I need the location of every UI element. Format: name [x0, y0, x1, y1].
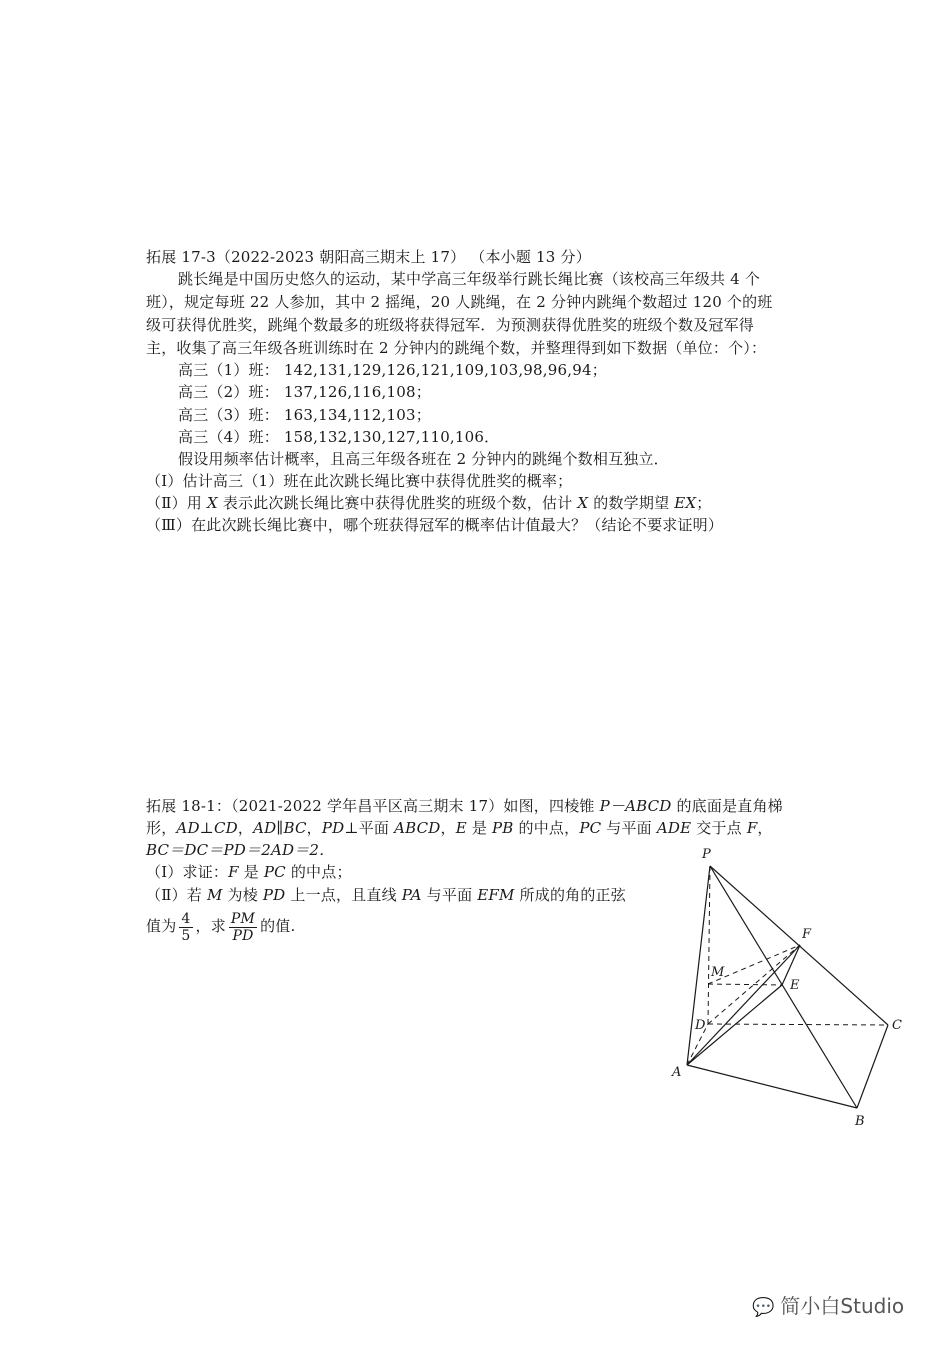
q2-text: 的数学期望 — [588, 494, 675, 512]
text: （Ⅰ）求证： — [146, 863, 229, 881]
text: 与平面 — [601, 819, 657, 837]
text: 的值. — [260, 917, 296, 935]
text: ， — [440, 819, 456, 837]
problem1-q1: （Ⅰ）估计高三（1）班在此次跳长绳比赛中获得优胜奖的概率； — [146, 472, 573, 490]
math: E — [455, 819, 467, 837]
problem1-para-line1: 跳长绳是中国历史悠久的运动，某中学高三年级举行跳长绳比赛（该校高三年级共 4 个 — [178, 270, 761, 288]
text: 交于点 — [691, 819, 747, 837]
math-ex: EX — [674, 494, 697, 512]
problem2-line3: BC＝DC＝PD＝2AD＝2． — [146, 841, 335, 859]
problem1-q3: （Ⅲ）在此次跳长绳比赛中，哪个班获得冠军的概率估计值最大？（结论不要求证明） — [146, 516, 724, 534]
class3-data: 高三（3）班： 163,134,112,103； — [178, 406, 431, 424]
math-x: X — [577, 494, 589, 512]
math: PD⊥ — [321, 819, 359, 837]
math-x: X — [206, 494, 218, 512]
edge-af — [687, 945, 800, 1065]
text: ， — [237, 819, 254, 837]
text: 的中点， — [513, 819, 580, 837]
watermark-text: 简小白Studio — [780, 1294, 905, 1318]
math: F — [228, 863, 239, 881]
q2-text: （Ⅱ）用 — [146, 494, 207, 512]
problem1-q2 — [146, 492, 711, 514]
math: AD∥BC — [253, 819, 307, 837]
problem2-q1 — [146, 861, 352, 883]
text: 所成的角的正弦 — [514, 886, 626, 904]
math: EFM — [477, 886, 515, 904]
text: 是 — [238, 863, 264, 881]
math-pyramid: P－ABCD — [599, 797, 672, 815]
wechat-icon: 💬 — [752, 1297, 775, 1318]
math: PB — [492, 819, 514, 837]
label-b: B — [855, 1114, 865, 1129]
math: PC — [263, 863, 286, 881]
header-text: 拓展 18-1：（2021-2022 学年昌平区高三期末 17）如图，四棱锥 — [146, 797, 600, 815]
text: 形， — [146, 819, 177, 837]
text: 上一点，且直线 — [285, 886, 402, 904]
problem2-q2-line2 — [146, 908, 295, 944]
text: 为棱 — [222, 886, 263, 904]
problem2-q2 — [146, 884, 626, 906]
edge-bc — [857, 1025, 888, 1108]
frac-den: 5 — [181, 927, 191, 944]
math: ADE — [656, 819, 692, 837]
problem1-para-line2: 班），规定每班 22 人参加，其中 2 摇绳，20 人跳绳，在 2 分钟内跳绳个数超过 120 个的班 — [146, 293, 773, 311]
text: ， — [306, 819, 322, 837]
label-d: D — [695, 1018, 706, 1033]
problem1-header: 拓展 17-3（2022-2023 朝阳高三期末上 17） （本小题 13 分） — [146, 248, 591, 266]
math: PC — [579, 819, 602, 837]
edge-pb — [710, 866, 857, 1108]
text: （Ⅱ）若 — [146, 886, 207, 904]
problem1-para-line3: 级可获得优胜奖，跳绳个数最多的班级将获得冠军．为预测获得优胜奖的班级个数及冠军得 — [146, 316, 755, 334]
math: AD⊥CD — [176, 819, 238, 837]
text: 平面 — [358, 819, 395, 837]
label-c: C — [892, 1018, 902, 1033]
edge-me-hidden — [708, 984, 782, 985]
edge-pd-hidden — [708, 866, 710, 1024]
frac-num: 4 — [181, 910, 191, 927]
math: M — [206, 886, 223, 904]
label-m: M — [711, 965, 725, 980]
math: ABCD — [394, 819, 441, 837]
label-a: A — [672, 1065, 682, 1080]
frac-den: PD — [232, 927, 254, 944]
frac-num: PM — [230, 910, 256, 927]
header-text: 的底面是直角梯 — [671, 797, 783, 815]
label-f: F — [802, 927, 812, 942]
class1-data: 高三（1）班： 142,131,129,126,121,109,103,98,96,94； — [178, 361, 607, 379]
fraction-pm-pd — [229, 911, 257, 944]
class2-data: 高三（2）班： 137,126,116,108； — [178, 383, 431, 401]
pyramid-figure — [660, 840, 920, 1140]
label-p: P — [702, 847, 711, 862]
q2-text: 表示此次跳长绳比赛中获得优胜奖的班级个数，估计 — [217, 494, 578, 512]
edge-pa — [687, 866, 710, 1065]
fraction-four-fifths — [179, 911, 192, 944]
problem2-line2 — [146, 817, 773, 839]
problem2-header — [146, 795, 783, 817]
watermark — [752, 1290, 904, 1319]
text: ， — [757, 819, 773, 837]
math: PD — [262, 886, 286, 904]
math: PA — [401, 886, 422, 904]
text: 的中点； — [285, 863, 352, 881]
q2-text: ； — [696, 494, 712, 512]
text: 与平面 — [421, 886, 478, 904]
edge-ab — [687, 1065, 857, 1108]
assumption: 假设用频率估计概率，且高三年级各班在 2 分钟内的跳绳个数相互独立． — [178, 450, 669, 468]
text: 值为 — [146, 917, 177, 935]
label-e: E — [790, 978, 800, 993]
class4-data: 高三（4）班： 158,132,130,127,110,106． — [178, 428, 500, 446]
text: ，求 — [195, 917, 226, 935]
text: 是 — [466, 819, 492, 837]
math: F — [746, 819, 758, 837]
problem1-para-line4: 主，收集了高三年级各班训练时在 2 分钟内的跳绳个数，并整理得到如下数据（单位：个）： — [146, 339, 767, 357]
